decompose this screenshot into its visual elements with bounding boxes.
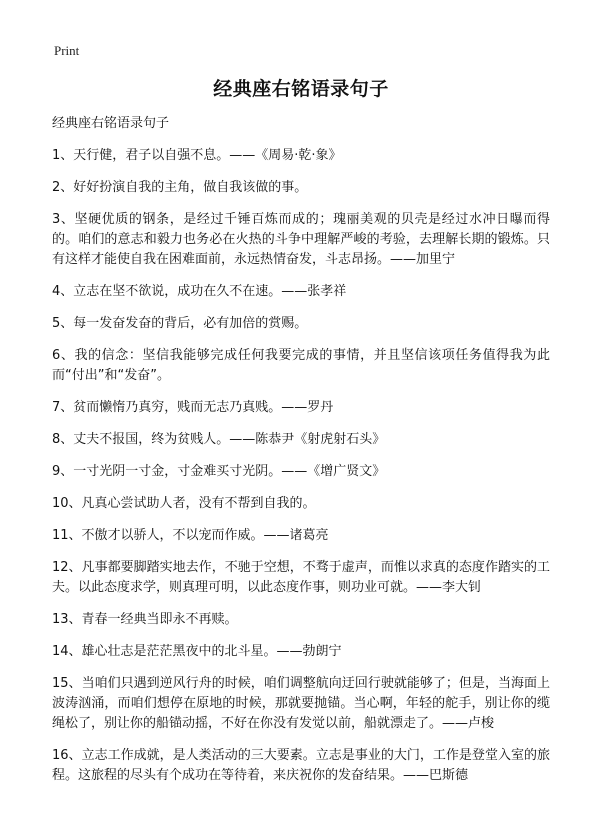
- quote-item: 5、每一发奋发奋的背后，必有加倍的赏赐。: [52, 316, 308, 331]
- quote-item: 15、当咱们只遇到逆风行舟的时候，咱们调整航向迂回行驶就能够了；但是，当海面上波涛汹涌，而咱们想停在原地的时候，那就要抛锚。当心啊，年轻的舵手，别让你的缆绳松了，别让你的船锚动摇，不好在你没有发觉以前，船就漂走了。——卢梭: [52, 676, 550, 731]
- quote-item: 9、一寸光阴一寸金，寸金难买寸光阴。——《增广贤文》: [52, 464, 386, 479]
- document-subtitle: 经典座右铭语录句子: [52, 116, 170, 131]
- quote-item: 10、凡真心尝试助人者，没有不帮到自我的。: [52, 496, 316, 511]
- quote-item: 14、雄心壮志是茫茫黑夜中的北斗星。——勃朗宁: [52, 644, 342, 659]
- quote-item: 13、青春一经典当即永不再赎。: [52, 612, 238, 627]
- quote-item: 11、不傲才以骄人，不以宠而作威。——诸葛亮: [52, 528, 329, 543]
- quote-item: 7、贫而懒惰乃真穷，贱而无志乃真贱。——罗丹: [52, 400, 334, 415]
- quote-item: 3、坚硬优质的钢条，是经过千锤百炼而成的；瑰丽美观的贝壳是经过水冲日曝而得的。咱们的意志和毅力也务必在火热的斗争中理解严峻的考验，去理解长期的锻炼。只有这样才能使自我在困难面前，永远热情奋发，斗志昂扬。——加里宁: [52, 212, 550, 267]
- quote-item: 2、好好扮演自我的主角，做自我该做的事。: [52, 180, 308, 195]
- quote-item: 12、凡事都要脚踏实地去作，不驰于空想，不骛于虚声，而惟以求真的态度作踏实的工夫。以此态度求学，则真理可明，以此态度作事，则功业可就。——李大钊: [52, 560, 550, 595]
- quote-item: 1、天行健，君子以自强不息。——《周易·乾·象》: [52, 148, 342, 163]
- quote-item: 6、我的信念：坚信我能够完成任何我要完成的事情，并且坚信该项任务值得我为此而“付出”和“发奋”。: [52, 348, 550, 383]
- print-link[interactable]: Print: [54, 43, 80, 58]
- quote-list: [52, 146, 550, 786]
- page-title: 经典座右铭语录句子: [213, 78, 389, 100]
- quote-item: 8、丈夫不报国，终为贫贱人。——陈恭尹《射虎射石头》: [52, 432, 386, 447]
- quote-item: 4、立志在坚不欲说，成功在久不在速。——张孝祥: [52, 284, 347, 299]
- quote-item: 16、立志工作成就，是人类活动的三大要素。立志是事业的大门，工作是登堂入室的旅程。这旅程的尽头有个成功在等待着，来庆祝你的发奋结果。——巴斯德: [52, 748, 550, 783]
